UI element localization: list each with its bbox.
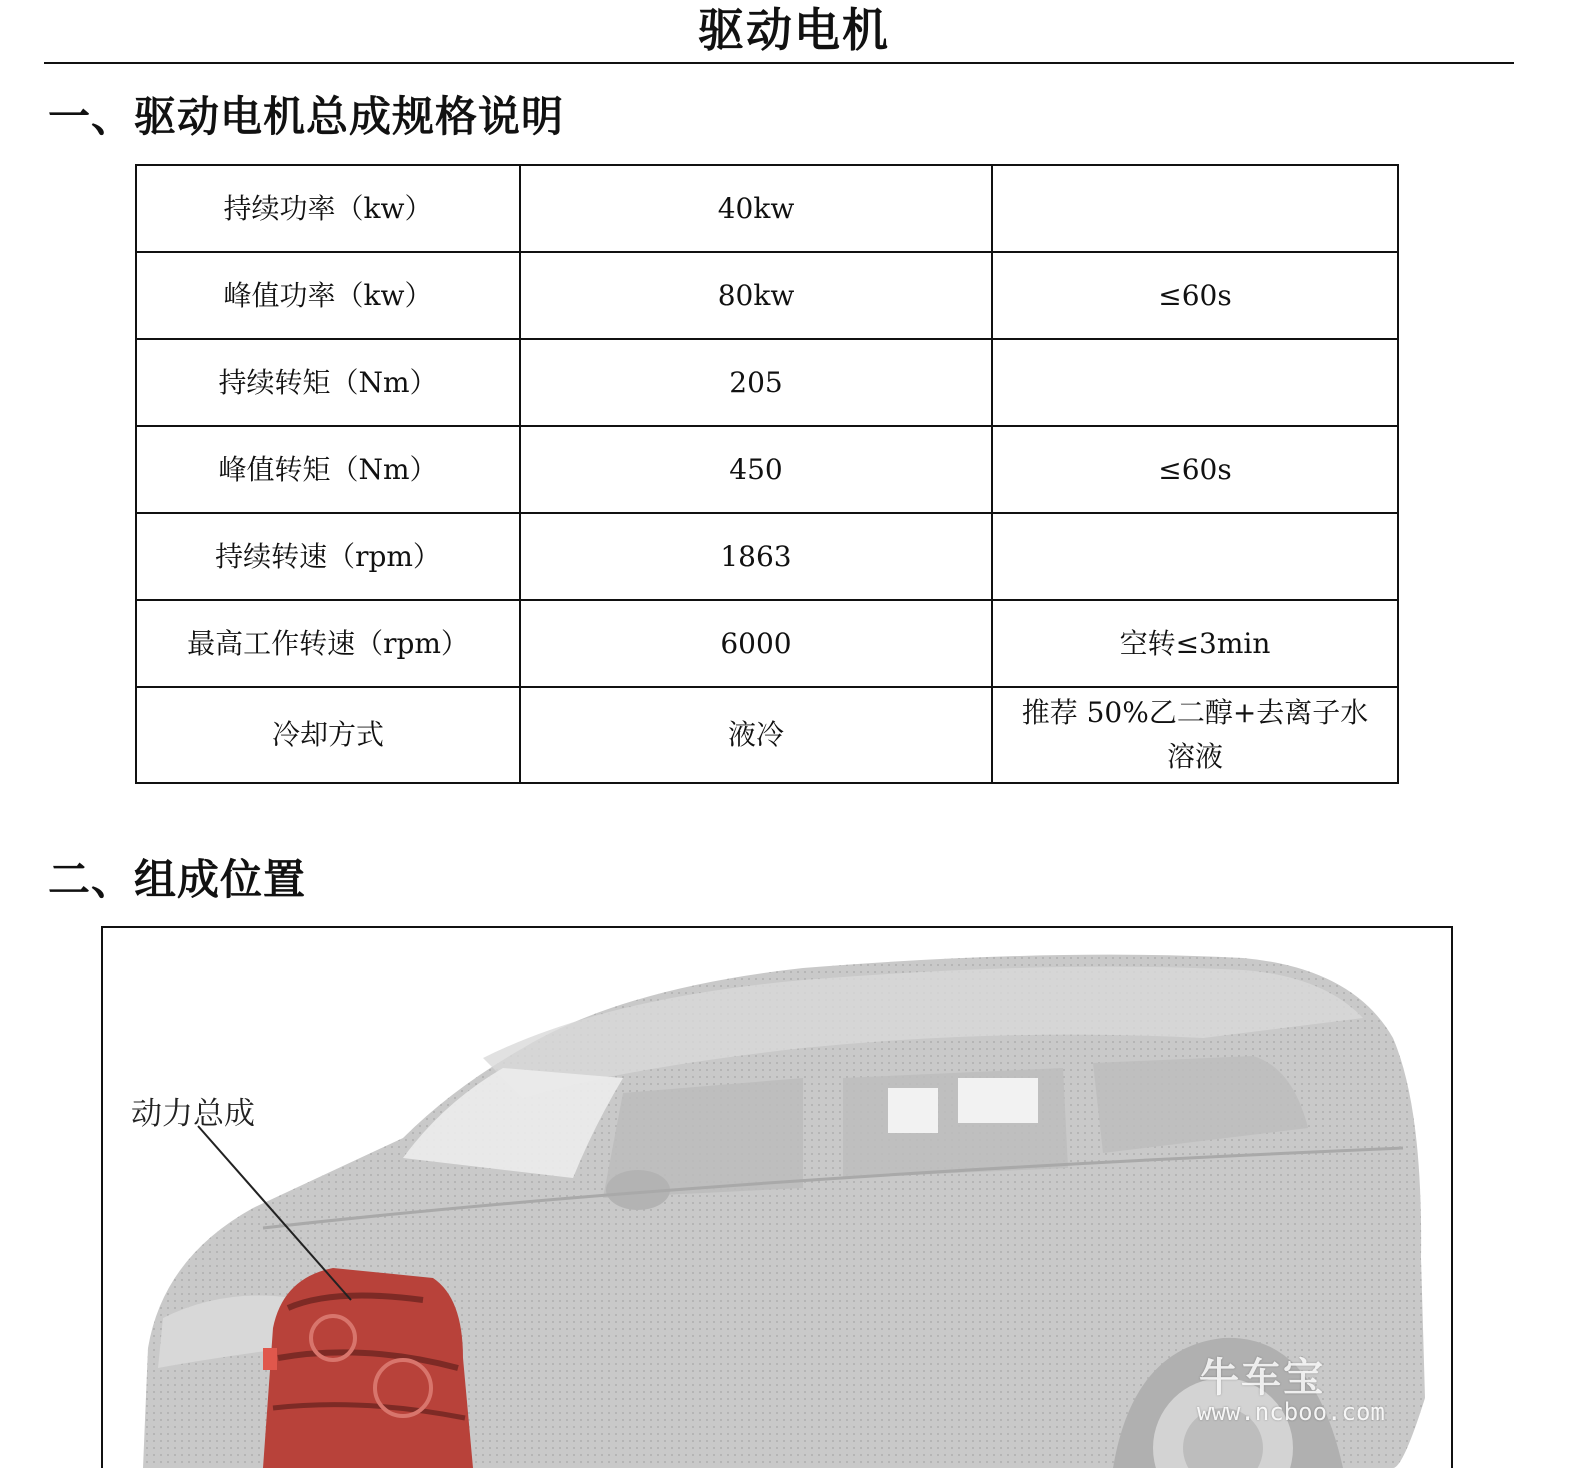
value-cell: 40kw	[520, 165, 992, 252]
callout-label: 动力总成	[131, 1096, 255, 1132]
note-cell	[992, 513, 1398, 600]
value-cell: 液冷	[520, 687, 992, 783]
note-cell: ≤60s	[992, 426, 1398, 513]
spec-table	[135, 164, 1399, 784]
param-cell: 持续转矩（Nm）	[136, 339, 520, 426]
table-row	[136, 252, 1398, 339]
vehicle-figure	[101, 926, 1453, 1468]
watermark-brand: 牛车宝	[1199, 1355, 1325, 1401]
value-cell: 80kw	[520, 252, 992, 339]
page-title: 驱动电机	[698, 3, 890, 57]
powertrain-assembly	[263, 1268, 473, 1468]
table-row	[136, 339, 1398, 426]
value-cell: 6000	[520, 600, 992, 687]
note-cell: 空转≤3min	[992, 600, 1398, 687]
table-row	[136, 600, 1398, 687]
note-cell	[992, 339, 1398, 426]
section-heading-specs: 一、驱动电机总成规格说明	[48, 92, 565, 141]
param-cell: 持续功率（kw）	[136, 165, 520, 252]
param-cell: 最高工作转速（rpm）	[136, 600, 520, 687]
table-row	[136, 687, 1398, 783]
param-cell: 冷却方式	[136, 687, 520, 783]
value-cell: 450	[520, 426, 992, 513]
value-cell: 1863	[520, 513, 992, 600]
watermark-url: www.ncboo.com	[1197, 1398, 1385, 1426]
table-row	[136, 426, 1398, 513]
param-cell: 峰值功率（kw）	[136, 252, 520, 339]
table-row	[136, 513, 1398, 600]
title-divider	[44, 62, 1514, 64]
note-cell	[992, 165, 1398, 252]
table-row	[136, 165, 1398, 252]
param-cell: 峰值转矩（Nm）	[136, 426, 520, 513]
note-cell: 推荐 50%乙二醇+去离子水溶液	[992, 687, 1398, 783]
value-cell: 205	[520, 339, 992, 426]
param-cell: 持续转速（rpm）	[136, 513, 520, 600]
section-heading-location: 二、组成位置	[48, 855, 307, 904]
note-cell: ≤60s	[992, 252, 1398, 339]
